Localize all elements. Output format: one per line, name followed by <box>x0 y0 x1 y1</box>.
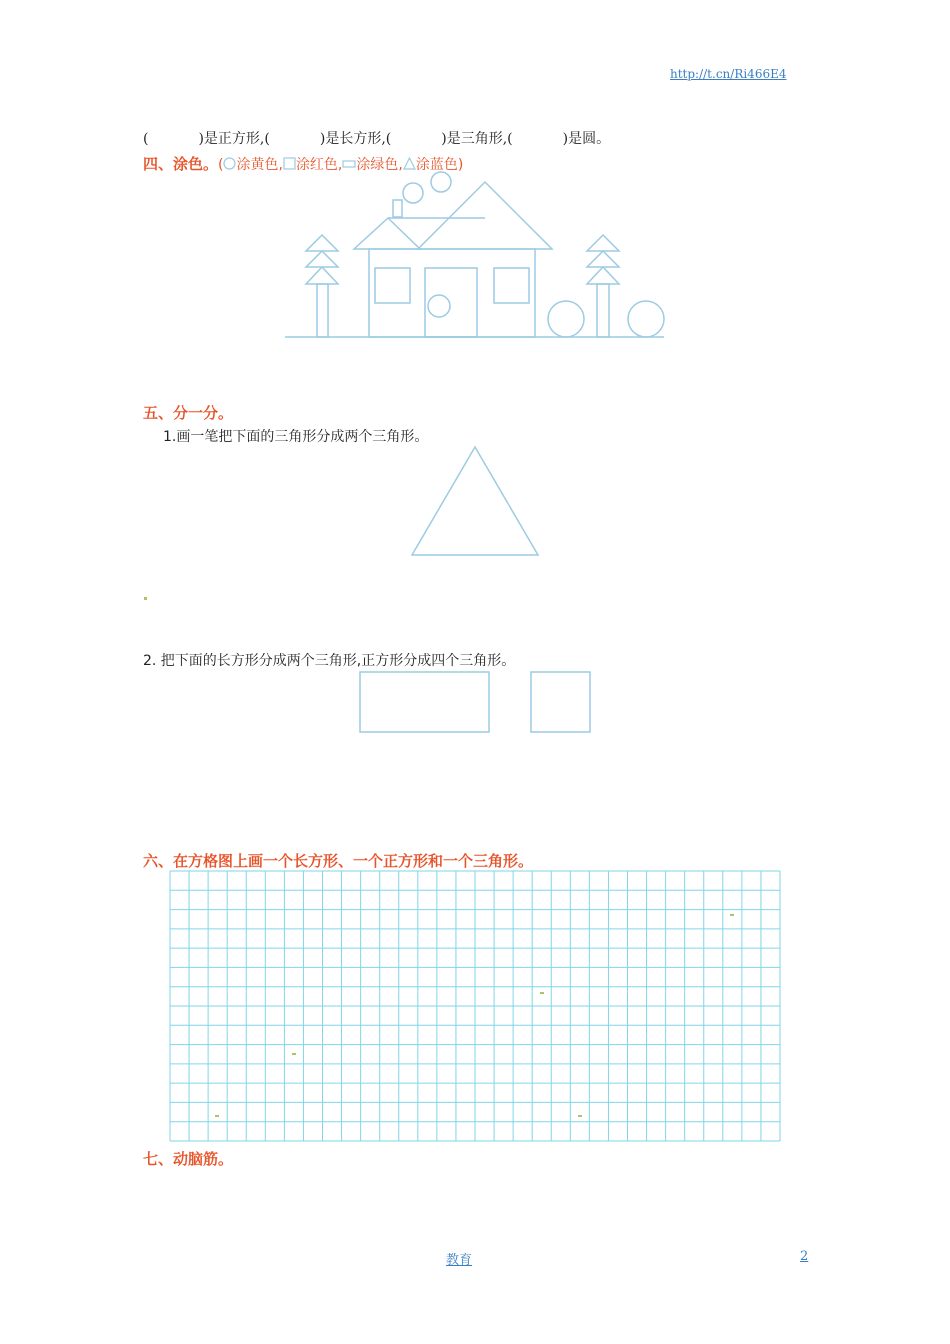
blank-label-2: )是长方形, <box>319 131 386 147</box>
blank-open-3: ( <box>385 131 392 147</box>
door <box>425 268 477 337</box>
blank-open-4: ( <box>507 131 513 147</box>
house-body <box>369 249 535 337</box>
blank-open-2: ( <box>264 131 270 147</box>
page-number: 2 <box>800 1249 809 1264</box>
blank-label-1: )是正方形, <box>198 131 265 147</box>
big-roof-triangle <box>418 182 552 249</box>
section6-title: 六、在方格图上画一个长方形、一个正方形和一个三角形。 <box>143 852 534 870</box>
right-tree <box>587 235 619 337</box>
square-icon <box>283 157 296 170</box>
section5-title: 五、分一分。 <box>143 404 234 422</box>
circle-icon <box>223 157 236 170</box>
grid-mark-3 <box>292 1053 296 1055</box>
legend-close: ) <box>457 157 464 173</box>
grid-mark-4 <box>215 1115 219 1117</box>
blank-label-4: )是圆。 <box>562 131 611 147</box>
fill-in-line <box>143 128 610 148</box>
section7-title: 七、动脑筋。 <box>143 1150 234 1168</box>
chimney <box>393 200 402 217</box>
section5-question-1: 1.画一笔把下面的三角形分成两个三角形。 <box>163 429 429 445</box>
smoke-circle-large <box>431 172 451 192</box>
door-circle <box>428 295 450 317</box>
section4-title: 四、涂色。 <box>143 155 219 173</box>
grid-mark-1 <box>730 914 734 916</box>
blank-label-3: )是三角形, <box>441 131 508 147</box>
legend-yellow-label: 涂黄色, <box>236 157 283 173</box>
triangle-icon <box>403 157 416 170</box>
section4-heading-row <box>143 153 463 174</box>
stray-dot <box>144 597 147 600</box>
legend-green-label: 涂绿色, <box>356 157 403 173</box>
right-window <box>494 268 529 303</box>
legend-blue-label: 涂蓝色 <box>415 157 458 173</box>
section5-question-2: 2. 把下面的长方形分成两个三角形,正方形分成四个三角形。 <box>143 653 516 669</box>
small-roof-triangle <box>354 218 420 249</box>
left-tree <box>306 235 338 337</box>
header-url-link[interactable]: http://t.cn/Ri466E4 <box>670 67 787 81</box>
blank-open-1: ( <box>143 131 149 147</box>
left-window <box>375 268 410 303</box>
ball-left <box>548 301 584 337</box>
drawing-grid <box>170 871 780 1141</box>
legend-red-label: 涂红色, <box>295 157 343 173</box>
split-rectangle <box>360 672 489 732</box>
footer-link[interactable]: 教育 <box>446 1253 473 1268</box>
grid-mark-5 <box>578 1115 582 1117</box>
smoke-circle-small <box>403 183 423 203</box>
rectangle-icon <box>342 157 356 170</box>
legend-open: ( <box>218 157 224 173</box>
split-square <box>531 672 590 732</box>
split-triangle <box>412 447 538 555</box>
ball-right <box>628 301 664 337</box>
house-scene <box>285 172 664 337</box>
grid-mark-2 <box>540 992 544 994</box>
